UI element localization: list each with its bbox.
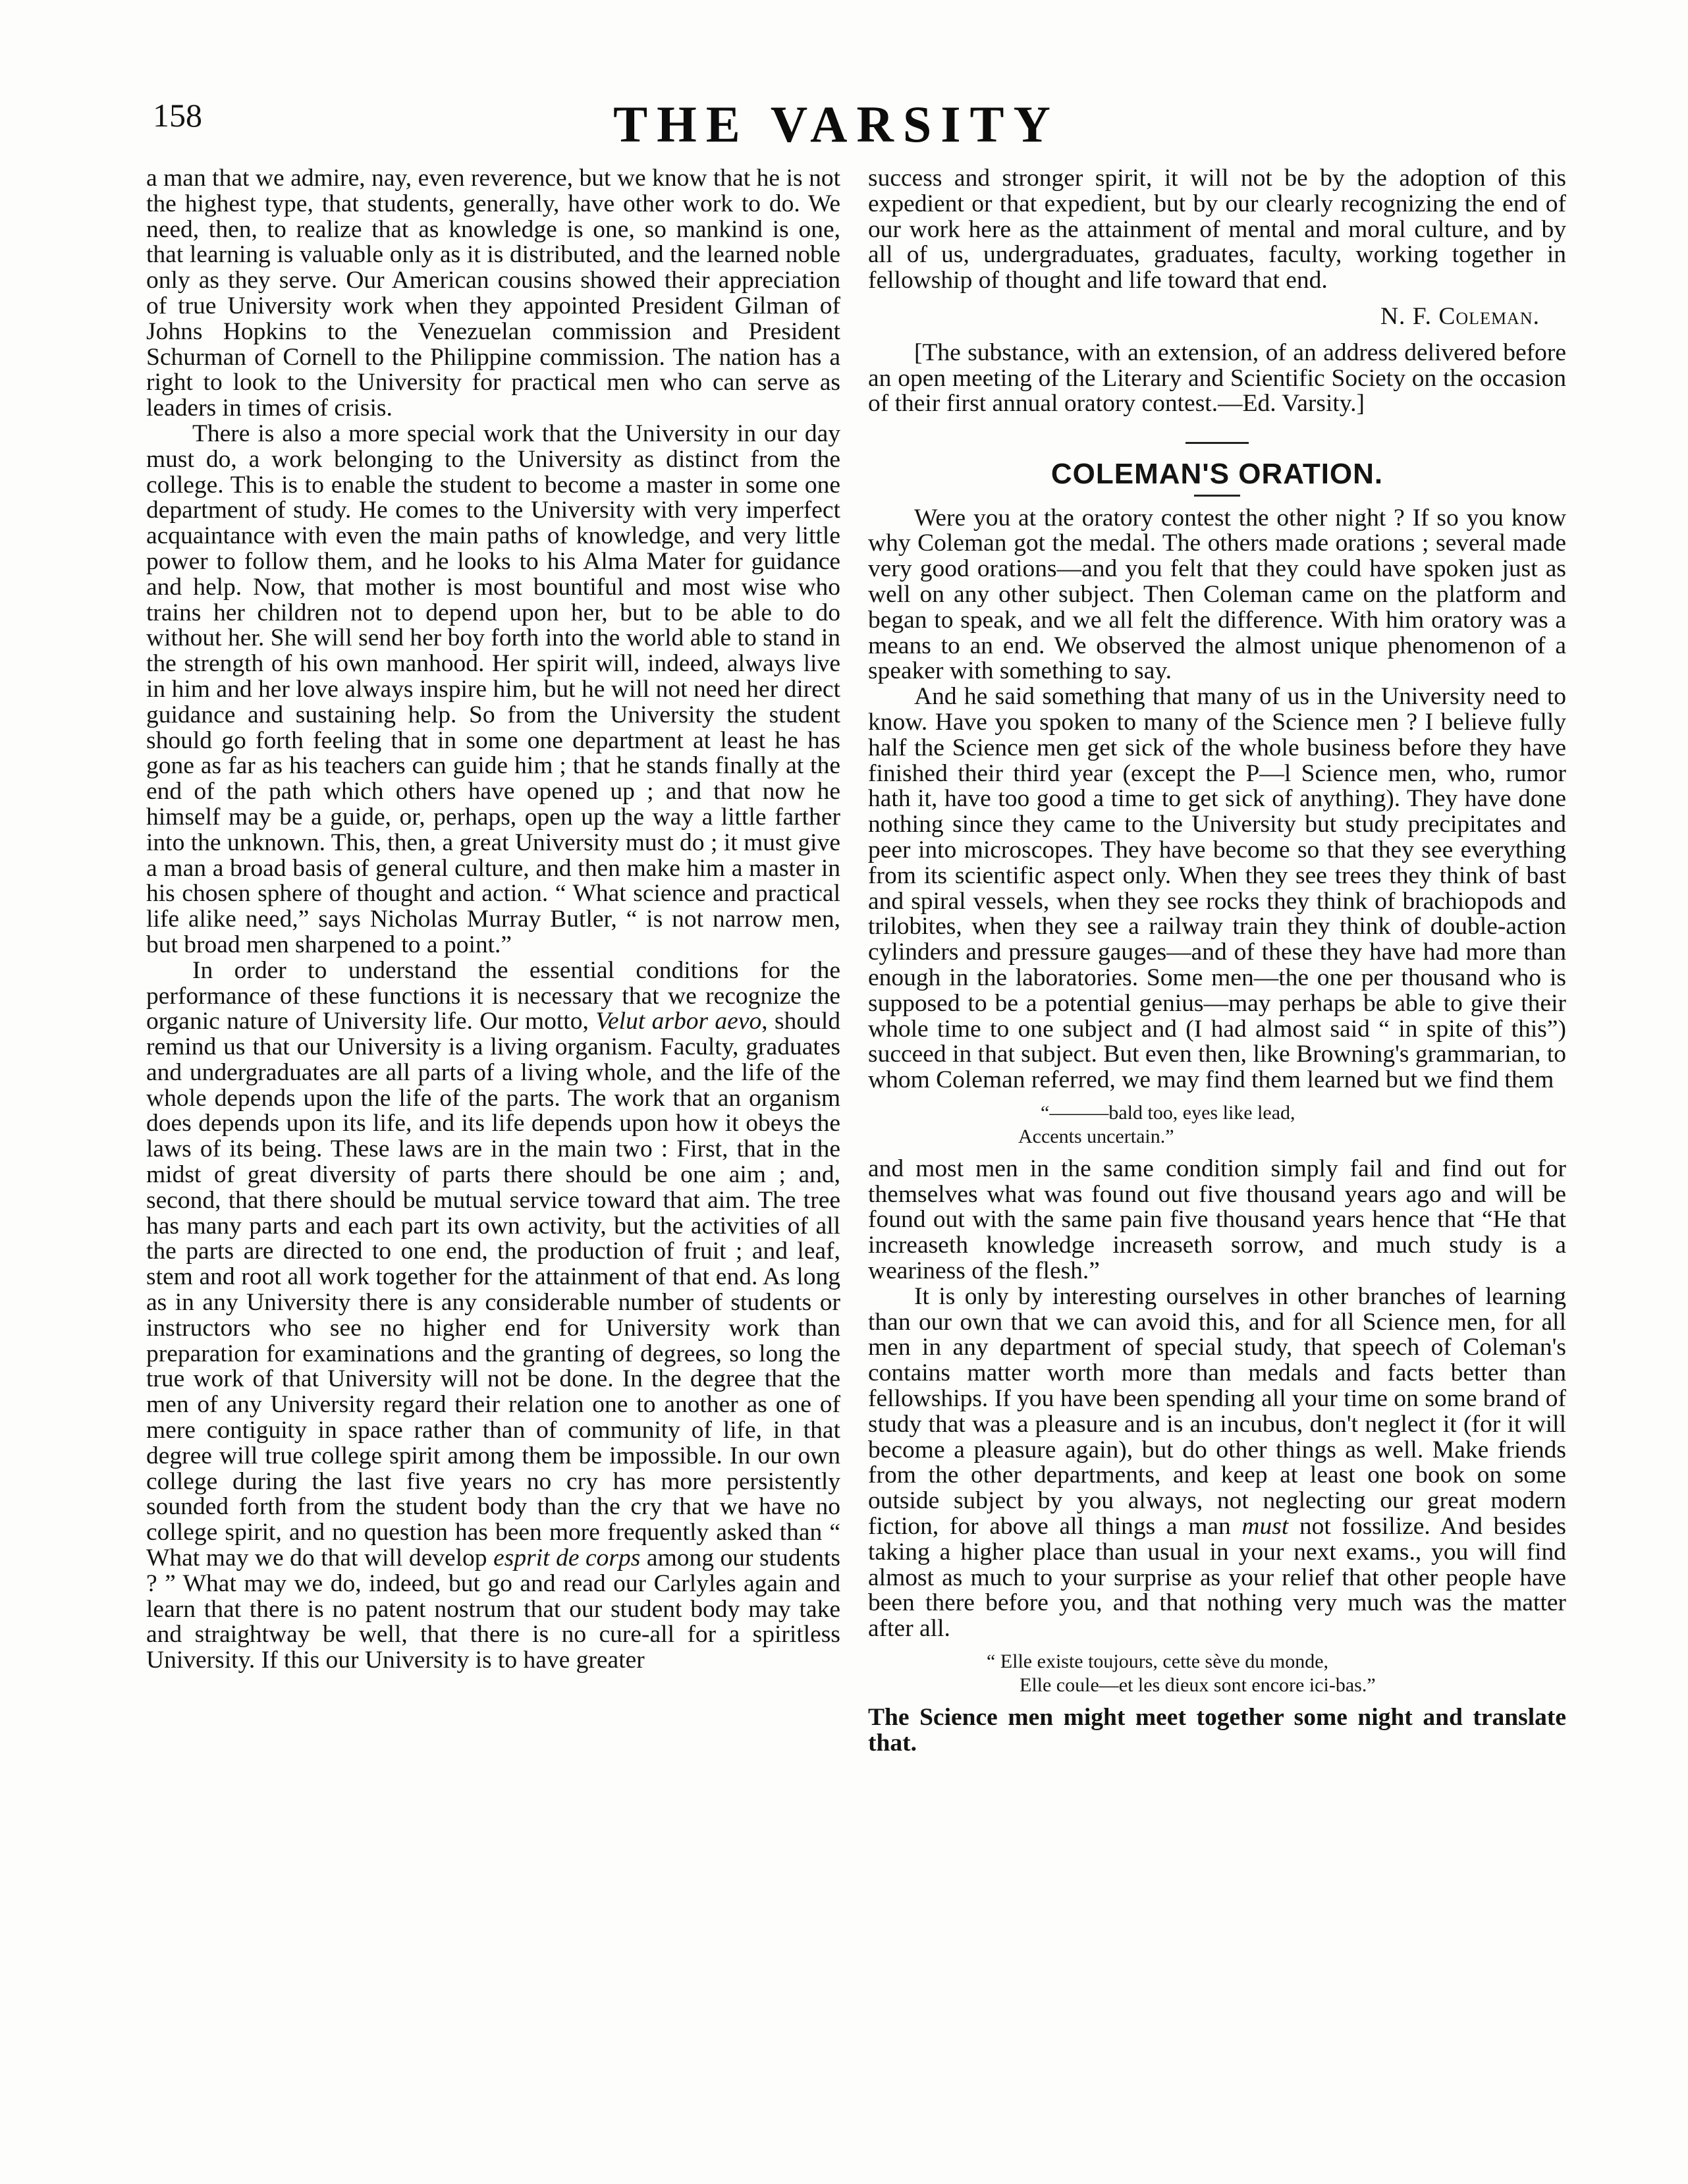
quote-line: Elle coule—et les dieux sont encore ici-bas.” (1020, 1674, 1376, 1697)
section-divider (1185, 442, 1249, 444)
quote-browning (868, 1101, 1566, 1149)
author-signature: N. F. Coleman. (1380, 302, 1540, 330)
text-span: , should remind us that our University is a living organism. Faculty, graduates and undergraduates are all parts of a living whole, and the life of the whole depends upon the life of the parts. The work that an organism does depends upon its life, and its life depends upon how it obeys the laws of its being. These laws are in the main two : First, that in the midst of great diversity of parts there should be one aim ; and, second, that there should be mutual service toward that aim. The tree has many parts and each part its own activity, but the activities of all the parts are directed to one end, the production of fruit ; and leaf, stem and root all work together for the attainment of that end. As long as in any University there is any considerable number of students or instructors who see no higher end for University work than preparation for examinations and the granting of degrees, so long the true work of that University will not be done. In the degree that the men of any University regard their relation one to another as one of mere contiguity in space rather than of community of life, in that degree will true college spirit among them be impossible. In our own college during the last five years no cry has more persistently sounded forth from the student body than the cry that we have no college spirit, and no question has been more frequently asked than “ What may we do that will develop (146, 1008, 841, 1572)
article-paragraph-1: Were you at the oratory contest the other night ? If so you know why Coleman got the medal. The others made orations ; several made very good orations—and you felt that they could have spoken just as well on any other subject. Then Coleman came on the platform and began to speak, and we all felt the difference. With him oratory was a means to an end. We observed the almost unique phenomenon of a speaker with something to say. (868, 504, 1566, 685)
text-span: In order to understand the essential conditions for the performance of these functions it is necessary that we recognize the organic nature of University life. Our motto, (146, 956, 840, 1035)
masthead: THE VARSITY (613, 96, 1060, 153)
article-paragraph-4 (868, 1284, 1566, 1642)
editor-note: [The substance, with an extension, of an address delivered before an open meeting of the Literary and Scientific Society on the occasion of their first annual oratory contest.—Ed. Varsity.] (868, 339, 1566, 418)
article-paragraph-3: and most men in the same condition simply fail and find out for themselves what was found out five thousand years ago and will be found out with the same pain five thousand years hence that “He that increaseth knowledge increaseth sorrow, and much study is a weariness of the flesh.” (868, 1155, 1566, 1285)
text-span: It is only by interesting ourselves in other branches of learning than our own that we can avoid this, and for all Science men, for all men in any department of special study, that speech of Coleman's contains matter worth more than medals and facts better than fellowships. If you have been spending all your time on some brand of study that was a pleasure and is an incubus, don't neglect it (for it will become a pleasure again), but do other things as well. Make friends from the other departments, and keep at least one book on some outside subject by you always, not neglecting our great modern fiction, for above all things a man (868, 1282, 1566, 1541)
page-number: 158 (153, 97, 202, 134)
left-column (146, 166, 840, 1674)
left-paragraph-1: a man that we admire, nay, even reverence, but we know that he is not the highest type, that students, generally, have other work to do. We need, then, to realize that as knowledge is one, so mankind is one, that learning is valuable only as it is distributed, and the learned noble only as they serve. Our American cousins showed their appreciation of true University work when they appointed President Gilman of Johns Hopkins to the Venezuelan commission and President Schurman of Cornell to the Philippine commission. The nation has a right to look to the University for practical men who can serve as leaders in times of crisis. (146, 165, 840, 422)
right-paragraph-1: success and stronger spirit, it will not be by the adoption of this expedient or that expedient, but by our clearly recognizing the end of our work here as the attainment of mental and moral culture, and by all of us, undergraduates, graduates, faculty, working together in fellowship of thought and life toward that end. (868, 165, 1566, 294)
quote-french (868, 1650, 1566, 1697)
closing-line: The Science men might meet together some night and translate that. (868, 1704, 1566, 1757)
emphasis: must (1241, 1513, 1289, 1541)
quote-line: “———bald too, eyes like lead, (1041, 1101, 1295, 1124)
article-paragraph-2: And he said something that many of us in the University need to know. Have you spoken to many of the Science men ? I believe fully half the Science men get sick of the whole business before they have finished their third year (except the P—l Science men, who, rumor hath it, have too good a time to get sick of anything). They have done nothing since they came to the University but study precipitates and peer into microscopes. They have become so that they see everything from its scientific aspect only. When they see trees they think of bast and spiral vessels, when they see rocks they think of brachiopods and trilobites, when they see a railway train they think of double-action cylinders and pressure gauges—and of these they have had more than enough in the laboratories. Some men—the one per thousand who is supposed to be a potential genius—may perhaps be able to give their whole time to one subject and (I had almost said “ in spite of this”) succeed in that subject. But even then, like Browning's grammarian, to whom Coleman referred, we may find them learned but we find them (868, 683, 1566, 1094)
esprit-de-corps: esprit de corps (493, 1544, 641, 1572)
title-underline (1194, 495, 1240, 497)
quote-line: “ Elle existe toujours, cette sève du monde, (987, 1651, 1329, 1673)
text-span: among our students ? ” What may we do, indeed, but go and read our Carlyles again and learn that there is no patent nostrum that our student body may take and straightway be well, that there is no cure-all for a spiritless University. If this our University is to have greater (146, 1544, 840, 1674)
left-paragraph-3 (146, 958, 840, 1674)
left-paragraph-2: There is also a more special work that the University in our day must do, a work belonging to the University as distinct from the college. This is to enable the student to become a master in some one department of study. He comes to the University with very imperfect acquaintance with even the main paths of knowledge, and very little power to follow them, and he looks to his Alma Mater for guidance and help. Now, that mother is most bountiful and most wise who trains her children not to depend upon her, but to be able to do without her. She will send her boy forth into the world able to stand in the strength of his own manhood. Her spirit will, indeed, always live in him and her love always inspire him, but he will not need her direct guidance and sustaining help. So from the University the student should go forth feeling that in some one department at least he has gone as far as his teachers can guide him ; that he stands finally at the end of the path which others have opened up ; and that now he himself may be a guide, or, perhaps, open up the way a little farther into the unknown. This, then, a great University must do ; it must give a man a broad basis of general culture, and then make him a master in his chosen sphere of thought and action. “ What science and practical life alike need,” says Nicholas Murray Butler, “ is not narrow men, but broad men sharpened to a point.” (146, 420, 840, 958)
right-column (868, 166, 1566, 1757)
text-span: not fossilize. And besides taking a higher place than usual in your next exams., you will find almost as much to your surprise as your relief that other people have been there before you, and that nothing very much was the matter after all. (868, 1513, 1566, 1643)
motto: Velut arbor aevo (595, 1008, 762, 1035)
quote-line: Accents uncertain.” (1018, 1125, 1174, 1147)
article-title: COLEMAN'S ORATION. (1050, 458, 1384, 491)
